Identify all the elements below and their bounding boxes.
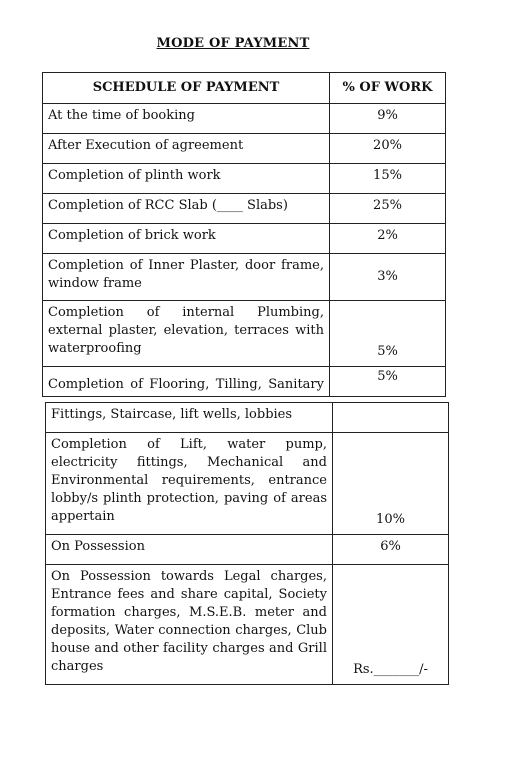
table-header-row <box>43 73 446 104</box>
percent-cell: 25% <box>330 194 446 224</box>
stage-cell: Completion of Lift, water pump, electricity fittings, Mechanical and Environmental requirements, entrance lobby/s plinth protection, paving of areas appertain <box>46 433 333 535</box>
table-row <box>43 194 446 224</box>
table-row <box>43 134 446 164</box>
table-row <box>43 301 446 367</box>
stage-cell: Completion of Flooring, Tilling, Sanitary <box>43 367 330 397</box>
percent-cell: 9% <box>330 104 446 134</box>
table-row <box>46 403 449 433</box>
percent-cell: 15% <box>330 164 446 194</box>
percent-header: % OF WORK <box>330 73 446 104</box>
stage-cell: Completion of Inner Plaster, door frame, window frame <box>43 254 330 301</box>
stage-cell: At the time of booking <box>43 104 330 134</box>
payment-schedule-table <box>42 72 446 397</box>
table-row <box>43 224 446 254</box>
percent-cell: 5% <box>330 301 446 367</box>
schedule-header: SCHEDULE OF PAYMENT <box>43 73 330 104</box>
stage-cell: Fittings, Staircase, lift wells, lobbies <box>46 403 333 433</box>
table-row <box>43 164 446 194</box>
percent-cell: 20% <box>330 134 446 164</box>
percent-cell: 3% <box>330 254 446 301</box>
amount-cell: Rs._______/- <box>333 565 449 685</box>
percent-cell: 5% <box>330 367 446 397</box>
percent-cell: 6% <box>333 535 449 565</box>
table-row <box>43 367 446 397</box>
stage-cell: Completion of brick work <box>43 224 330 254</box>
stage-cell: After Execution of agreement <box>43 134 330 164</box>
table-row <box>43 254 446 301</box>
percent-cell: 10% <box>333 433 449 535</box>
table-row <box>46 535 449 565</box>
percent-cell: 2% <box>330 224 446 254</box>
stage-cell: On Possession towards Legal charges, Entrance fees and share capital, Society formation charges, M.S.E.B. meter and deposits, Water connection charges, Club house and other facility charges and Grill charges <box>46 565 333 685</box>
stage-cell: Completion of internal Plumbing, external plaster, elevation, terraces with waterproofing <box>43 301 330 367</box>
stage-cell: Completion of RCC Slab (____ Slabs) <box>43 194 330 224</box>
payment-schedule-table-continued <box>45 402 449 685</box>
table-row <box>46 433 449 535</box>
table-row <box>43 104 446 134</box>
stage-cell: Completion of plinth work <box>43 164 330 194</box>
stage-cell: On Possession <box>46 535 333 565</box>
percent-cell <box>333 403 449 433</box>
table-row <box>46 565 449 685</box>
page-title: MODE OF PAYMENT <box>156 36 310 51</box>
